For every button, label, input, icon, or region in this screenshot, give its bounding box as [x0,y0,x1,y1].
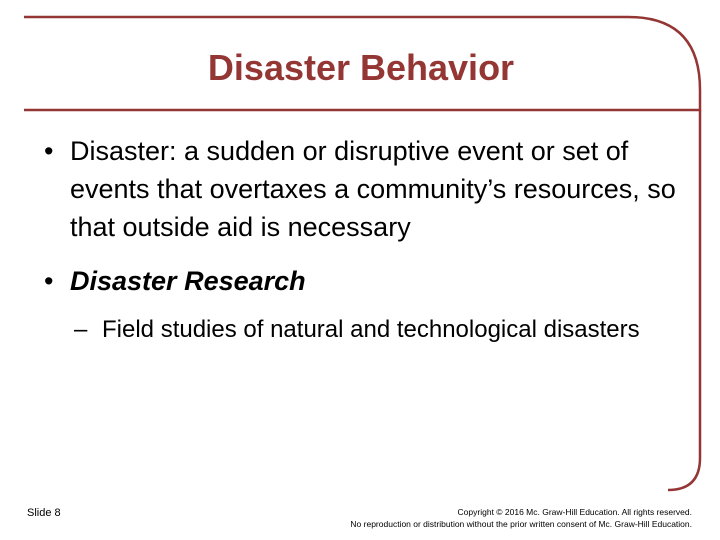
bullet-term: Disaster Research [70,266,306,296]
sub-bullet-field-studies [74,314,642,346]
bullet-disaster [44,132,704,246]
bullet-list [44,132,704,346]
bullet-term: Disaster [70,136,170,166]
copyright-line-2: No reproduction or distribution without the prior written consent of Mc. Graw-Hill Education. [350,519,692,529]
sub-bullet-text: Field studies of natural and technological disasters [102,316,640,343]
bullet-definition: : a sudden or disruptive event or set of events that overtaxes a community’s resources, so that outside aid is necessary [70,136,676,242]
copyright-line-1: Copyright © 2016 Mc. Graw-Hill Education. All rights reserved. [457,507,692,517]
sub-bullet-symbol: – [74,316,88,343]
bullet-symbol: • [44,136,54,166]
copyright-notice [232,506,692,530]
bullet-symbol: • [44,266,54,296]
slide-number: Slide 8 [27,507,61,519]
bullet-disaster-research [44,262,704,300]
slide-title: Disaster Behavior [207,47,515,88]
